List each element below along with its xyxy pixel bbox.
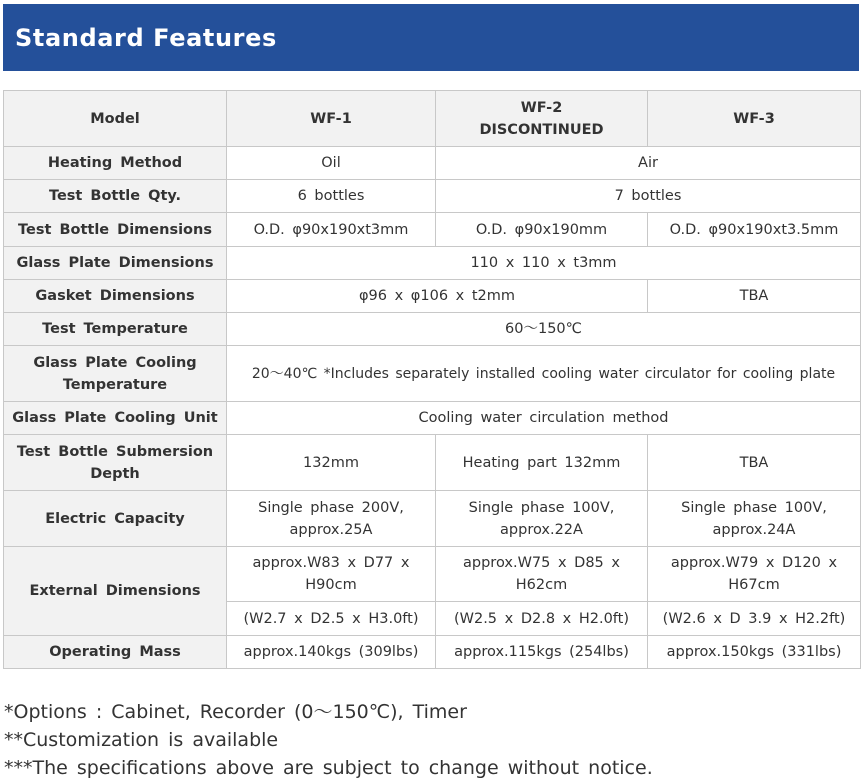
cell-wf1: approx.140kgs (309lbs) [227, 636, 436, 669]
table-row-gasket [4, 280, 861, 313]
options-note: *Options : Cabinet, Recorder (0～150℃), Timer [4, 701, 467, 723]
page-title: Standard Features [15, 24, 277, 52]
table-row-external [4, 547, 861, 602]
table-row-model [4, 91, 861, 147]
table-row-glass-dim [4, 247, 861, 280]
row-label: Test Bottle Dimensions [4, 213, 227, 247]
row-label: Test Bottle Qty. [4, 180, 227, 213]
cell-wf3: TBA [648, 435, 861, 491]
table-row-temp [4, 313, 861, 346]
cell-wf2-wf3: 7 bottles [436, 180, 861, 213]
table-row-mass [4, 636, 861, 669]
cell-wf2: approx.115kgs (254lbs) [436, 636, 648, 669]
table-row-electric [4, 491, 861, 547]
row-label: External Dimensions [4, 547, 227, 636]
cell-all: 110 x 110 x t3mm [227, 247, 861, 280]
customization-note: **Customization is available [4, 729, 279, 751]
cell-wf3: O.D. φ90x190xt3.5mm [648, 213, 861, 247]
model-wf2 [436, 91, 648, 147]
cell-wf2: O.D. φ90x190mm [436, 213, 648, 247]
model-header: Model [4, 91, 227, 147]
model-wf2-name: WF-2 [520, 99, 563, 116]
cell-wf2: Single phase 100V, approx.22A [436, 491, 648, 547]
row-label: Test Temperature [4, 313, 227, 346]
cell-wf3: approx.150kgs (331lbs) [648, 636, 861, 669]
model-wf2-status: DISCONTINUED [479, 121, 604, 138]
cell-wf1: 132mm [227, 435, 436, 491]
cell-wf1-wf2: φ96 x φ106 x t2mm [227, 280, 648, 313]
cell-wf1-ft: (W2.7 x D2.5 x H3.0ft) [227, 602, 436, 636]
row-label: Operating Mass [4, 636, 227, 669]
table-row-cooling-temp [4, 346, 861, 402]
cell-all: 20～40℃ *Includes separately installed cooling water circulator for cooling plate [227, 346, 861, 402]
table-row-bottle-qty [4, 180, 861, 213]
cell-wf3: TBA [648, 280, 861, 313]
cell-wf1: Oil [227, 147, 436, 180]
row-label: Electric Capacity [4, 491, 227, 547]
cell-wf3-ft: (W2.6 x D 3.9 x H2.2ft) [648, 602, 861, 636]
cell-wf3: Single phase 100V, approx.24A [648, 491, 861, 547]
change-note: ***The specifications above are subject to change without notice. [4, 757, 653, 779]
cell-wf1: O.D. φ90x190xt3mm [227, 213, 436, 247]
table-row-cooling-unit [4, 402, 861, 435]
table-row-bottle-dim [4, 213, 861, 247]
cell-wf2-ft: (W2.5 x D2.8 x H2.0ft) [436, 602, 648, 636]
cell-wf3: approx.W79 x D120 x H67cm [648, 547, 861, 602]
model-wf3: WF-3 [648, 91, 861, 147]
cell-wf1: Single phase 200V, approx.25A [227, 491, 436, 547]
title-banner [3, 4, 859, 71]
cell-all: Cooling water circulation method [227, 402, 861, 435]
model-wf1: WF-1 [227, 91, 436, 147]
cell-wf1: 6 bottles [227, 180, 436, 213]
row-label: Glass Plate Dimensions [4, 247, 227, 280]
row-label: Glass Plate Cooling Unit [4, 402, 227, 435]
cell-wf1: approx.W83 x D77 x H90cm [227, 547, 436, 602]
table-row-submersion [4, 435, 861, 491]
row-label: Heating Method [4, 147, 227, 180]
row-label: Gasket Dimensions [4, 280, 227, 313]
table-row-heating [4, 147, 861, 180]
footnotes [4, 698, 653, 782]
row-label: Glass Plate Cooling Temperature [4, 346, 227, 402]
spec-table [3, 90, 861, 669]
cell-all: 60～150℃ [227, 313, 861, 346]
row-label: Test Bottle Submersion Depth [4, 435, 227, 491]
cell-wf2: approx.W75 x D85 x H62cm [436, 547, 648, 602]
cell-wf2: Heating part 132mm [436, 435, 648, 491]
cell-wf2-wf3: Air [436, 147, 861, 180]
